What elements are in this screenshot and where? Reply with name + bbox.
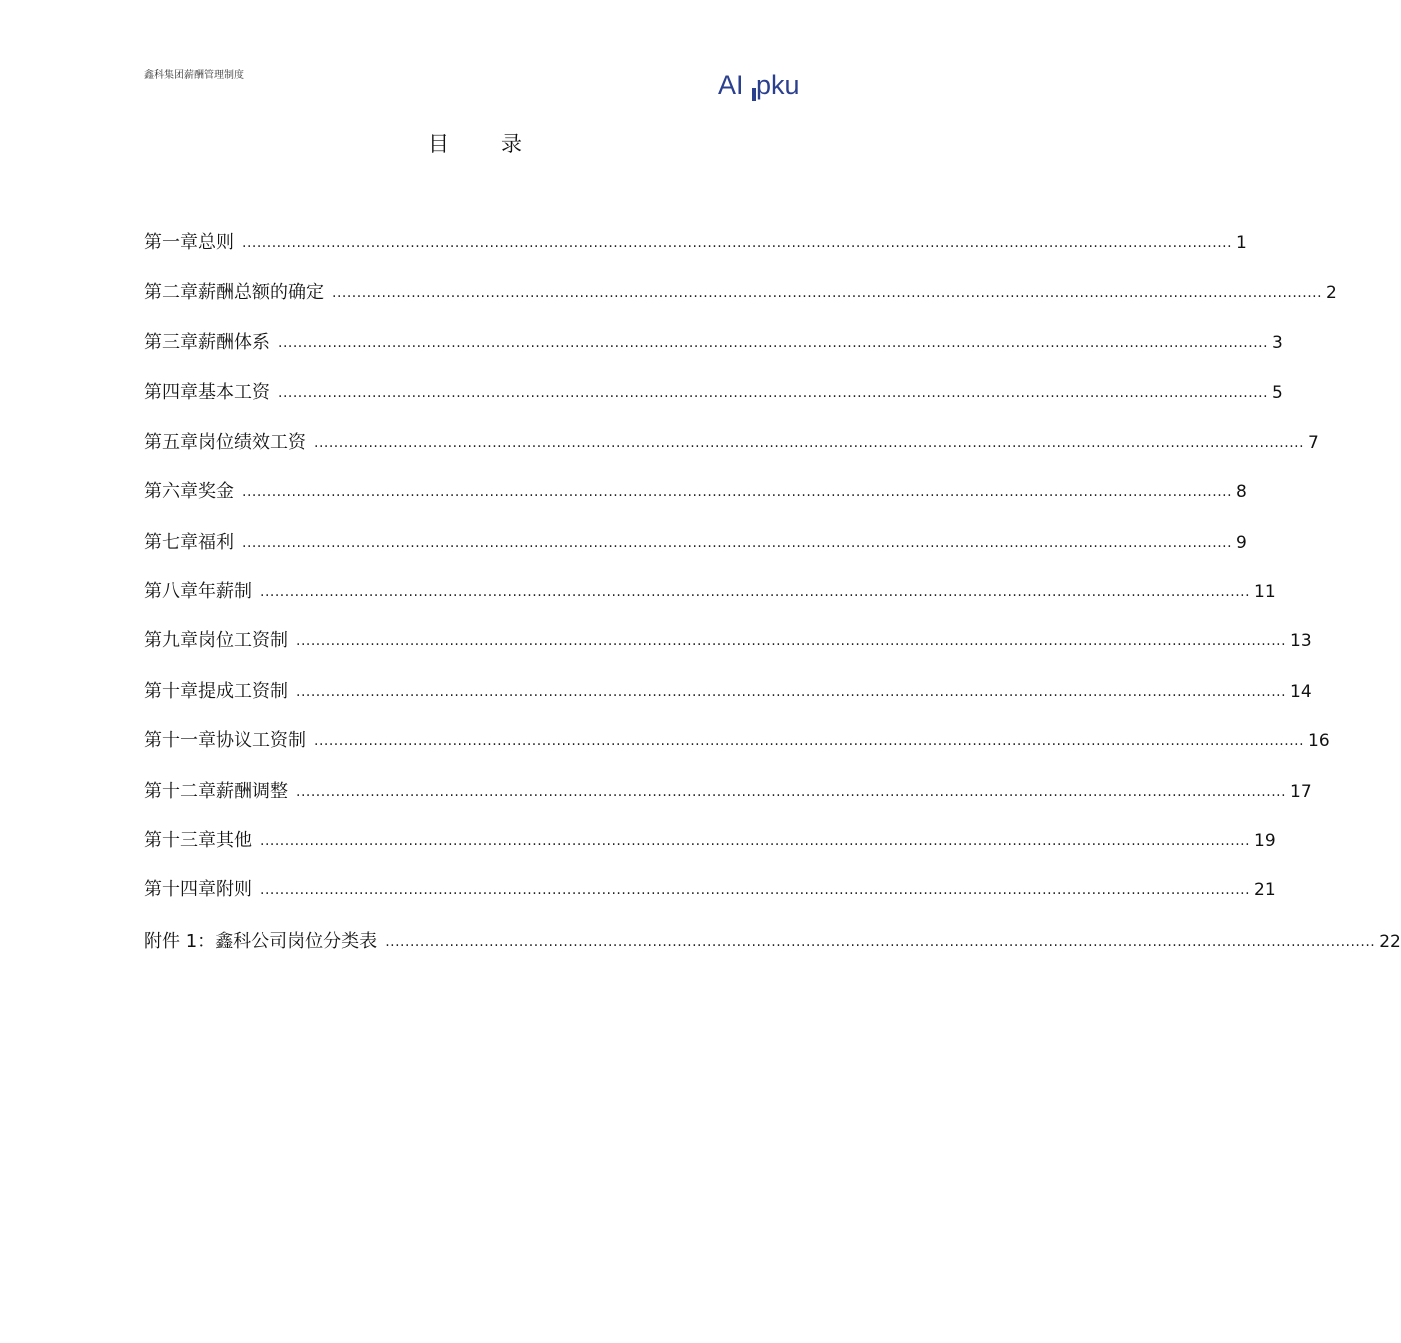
toc-entry-title: 鑫科公司岗位分类表: [215, 931, 378, 952]
toc-entry-leader-dots: ........................................................................................................................................................................................................: [296, 684, 1287, 700]
toc-entry-chapter: 第四章: [144, 382, 198, 403]
toc-entry-title: 提成工资制: [198, 681, 288, 702]
toc-entry-chapter: 附件 1：: [144, 931, 216, 952]
toc-entry-title: 岗位绩效工资: [198, 432, 306, 453]
toc-entry-leader-dots: ........................................................................................................................................................................................................: [260, 833, 1251, 849]
toc-entry-leader-dots: ........................................................................................................................................................................................................: [242, 535, 1233, 551]
toc-entry[interactable]: [144, 577, 1276, 603]
toc-entry-chapter: 第十三章: [144, 830, 216, 851]
toc-entry-page-number: 21: [1254, 880, 1276, 900]
toc-entry-chapter: 第三章: [144, 332, 198, 353]
toc-entry-page-number: 22: [1379, 932, 1401, 952]
toc-entry-title: 薪酬体系: [198, 332, 270, 353]
toc-entry-leader-dots: ........................................................................................................................................................................................................: [314, 435, 1305, 451]
toc-entry-leader-dots: ........................................................................................................................................................................................................: [314, 733, 1305, 749]
toc-entry-page-number: 7: [1308, 433, 1319, 453]
toc-entry-page-number: 5: [1272, 383, 1283, 403]
toc-entry-chapter: 第十一章: [144, 730, 216, 751]
toc-entry-page-number: 19: [1254, 831, 1276, 851]
toc-entry-chapter: 第十二章: [144, 781, 216, 802]
toc-entry-page-number: 2: [1326, 283, 1337, 303]
toc-entry-leader-dots: ........................................................................................................................................................................................................: [260, 584, 1251, 600]
company-logo: [716, 66, 812, 106]
toc-entry-title: 薪酬总额的确定: [198, 282, 324, 303]
toc-entry-title: 福利: [198, 532, 234, 553]
toc-entry-page-number: 16: [1308, 731, 1330, 751]
toc-entry-page-number: 1: [1236, 233, 1247, 253]
toc-title-char-1: 目: [428, 132, 449, 156]
toc-entry-leader-dots: ........................................................................................................................................................................................................: [242, 235, 1233, 251]
toc-entry-title: 协议工资制: [216, 730, 306, 751]
toc-entry[interactable]: [144, 328, 1283, 354]
toc-entry-page-number: 14: [1290, 682, 1312, 702]
toc-entry-leader-dots: ........................................................................................................................................................................................................: [385, 934, 1376, 950]
toc-entry-chapter: 第二章: [144, 282, 198, 303]
toc-entry-title: 岗位工资制: [198, 630, 288, 651]
toc-entry-chapter: 第七章: [144, 532, 198, 553]
toc-entry-page-number: 3: [1272, 333, 1283, 353]
toc-entry-title: 奖金: [198, 481, 234, 502]
toc-entry-chapter: 第八章: [144, 581, 198, 602]
toc-title-char-2: 录: [501, 132, 522, 156]
page-header-doc-name: 鑫科集团薪酬管理制度: [144, 70, 244, 81]
toc-entry-page-number: 8: [1236, 482, 1247, 502]
toc-entry[interactable]: [144, 777, 1312, 803]
toc-entry-page-number: 9: [1236, 533, 1247, 553]
toc-entry[interactable]: [144, 826, 1276, 852]
toc-title: [0, 128, 950, 158]
toc-entry[interactable]: [144, 278, 1337, 304]
toc-entry-leader-dots: ........................................................................................................................................................................................................: [260, 882, 1251, 898]
toc-entry-chapter: 第十四章: [144, 879, 216, 900]
toc-entry[interactable]: [144, 477, 1247, 503]
toc-entry[interactable]: [144, 228, 1247, 254]
toc-entry[interactable]: [144, 927, 1401, 953]
toc-entry[interactable]: [144, 528, 1247, 554]
toc-entry-leader-dots: ........................................................................................................................................................................................................: [332, 285, 1323, 301]
toc-entry-page-number: 11: [1254, 582, 1276, 602]
toc-entry-chapter: 第六章: [144, 481, 198, 502]
toc-entry[interactable]: [144, 428, 1319, 454]
toc-entry-leader-dots: ........................................................................................................................................................................................................: [278, 335, 1269, 351]
logo-text-pku: pku: [756, 70, 800, 100]
toc-entry-chapter: 第十章: [144, 681, 198, 702]
toc-entry-page-number: 13: [1290, 631, 1312, 651]
toc-entry-title: 附则: [216, 879, 252, 900]
toc-entry-title: 总则: [198, 232, 234, 253]
toc-entry-leader-dots: ........................................................................................................................................................................................................: [242, 484, 1233, 500]
toc-entry-title: 年薪制: [198, 581, 252, 602]
toc-entry[interactable]: [144, 378, 1283, 404]
toc-entry-title: 其他: [216, 830, 252, 851]
toc-entry-leader-dots: ........................................................................................................................................................................................................: [296, 784, 1287, 800]
toc-entry[interactable]: [144, 875, 1276, 901]
toc-entry-leader-dots: ........................................................................................................................................................................................................: [278, 385, 1269, 401]
toc-entry[interactable]: [144, 626, 1312, 652]
toc-entry-title: 基本工资: [198, 382, 270, 403]
logo-text-ai: AI: [718, 70, 744, 100]
toc-entry-chapter: 第五章: [144, 432, 198, 453]
toc-entry-title: 薪酬调整: [216, 781, 288, 802]
toc-entry-leader-dots: ........................................................................................................................................................................................................: [296, 633, 1287, 649]
toc-entry[interactable]: [144, 677, 1312, 703]
toc-entry-chapter: 第一章: [144, 232, 198, 253]
toc-entry-chapter: 第九章: [144, 630, 198, 651]
toc-entry[interactable]: [144, 726, 1330, 752]
toc-entry-page-number: 17: [1290, 782, 1312, 802]
